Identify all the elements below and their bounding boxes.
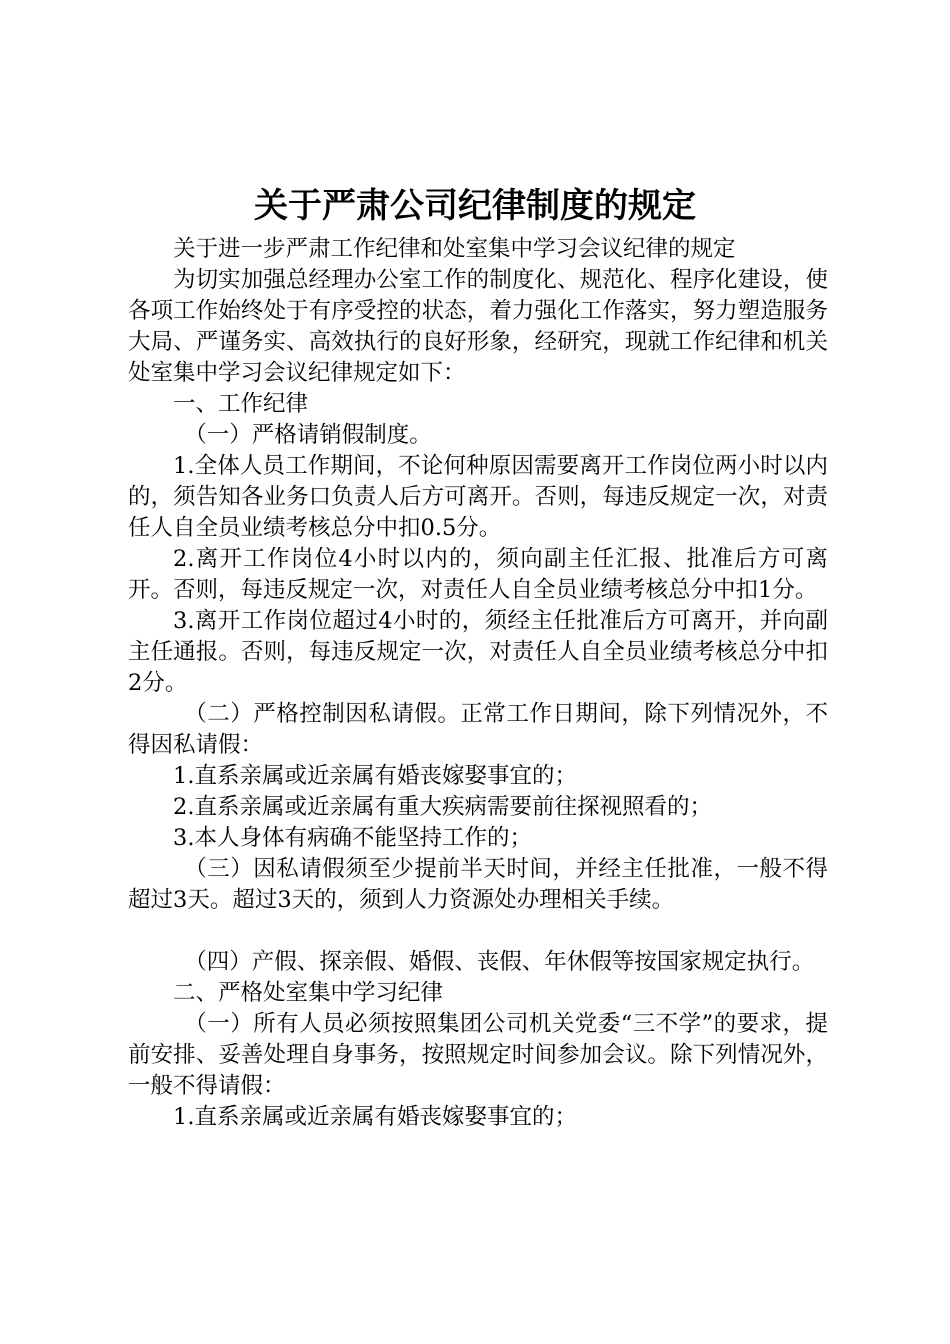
subsection-heading-leave-system: （一）严格请销假制度。 [184, 422, 432, 448]
list-item: 3.本人身体有病确不能坚持工作的； [173, 825, 532, 851]
subsection-paragraph-advance-notice: （三）因私请假须至少提前半天时间，并经主任批准，一般不得超过3天。超过3天的，须到人力资源处办理相关手续。 [128, 856, 828, 913]
rule-paragraph: 1.全体人员工作期间，不论何种原因需要离开工作岗位两小时以内的，须告知各业务口负责人后方可离开。否则，每违反规定一次，对责任人自全员业绩考核总分中扣0.5分。 [128, 453, 828, 541]
rule-paragraph: 2.离开工作岗位4小时以内的，须向副主任汇报、批准后方可离开。否则，每违反规定一次，对责任人自全员业绩考核总分中扣1分。 [128, 546, 828, 603]
subsection-heading-personal-leave: （二）严格控制因私请假。正常工作日期间，除下列情况外，不得因私请假： [128, 701, 828, 758]
section-heading-study-discipline: 二、严格处室集中学习纪律 [173, 980, 444, 1006]
blank-line [128, 916, 828, 947]
list-item: 2.直系亲属或近亲属有重大疾病需要前往探视照看的； [173, 794, 712, 820]
subtitle-paragraph: 关于进一步严肃工作纪律和处室集中学习会议纪律的规定 [173, 236, 736, 262]
document-title: 关于严肃公司纪律制度的规定 [254, 186, 696, 226]
list-item: 1.直系亲属或近亲属有婚丧嫁娶事宜的； [173, 763, 577, 789]
document-body [128, 234, 828, 1133]
intro-paragraph: 为切实加强总经理办公室工作的制度化、规范化、程序化建设，使各项工作始终处于有序受控的状态，着力强化工作落实，努力塑造服务大局、严谨务实、高效执行的良好形象，经研究，现就工作纪律和机关处室集中学习会议纪律规定如下： [128, 267, 828, 386]
list-item: 1.直系亲属或近亲属有婚丧嫁娶事宜的； [173, 1104, 577, 1130]
section-heading-work-discipline: 一、工作纪律 [173, 391, 309, 417]
subsection-paragraph-statutory-leave: （四）产假、探亲假、婚假、丧假、年休假等按国家规定执行。 [184, 949, 815, 975]
subsection-paragraph-attendance: （一）所有人员必须按照集团公司机关党委“三不学”的要求，提前安排、妥善处理自身事务，按照规定时间参加会议。除下列情况外，一般不得请假： [128, 1011, 828, 1099]
rule-paragraph: 3.离开工作岗位超过4小时的，须经主任批准后方可离开，并向副主任通报。否则，每违反规定一次，对责任人自全员业绩考核总分中扣2分。 [128, 608, 828, 696]
